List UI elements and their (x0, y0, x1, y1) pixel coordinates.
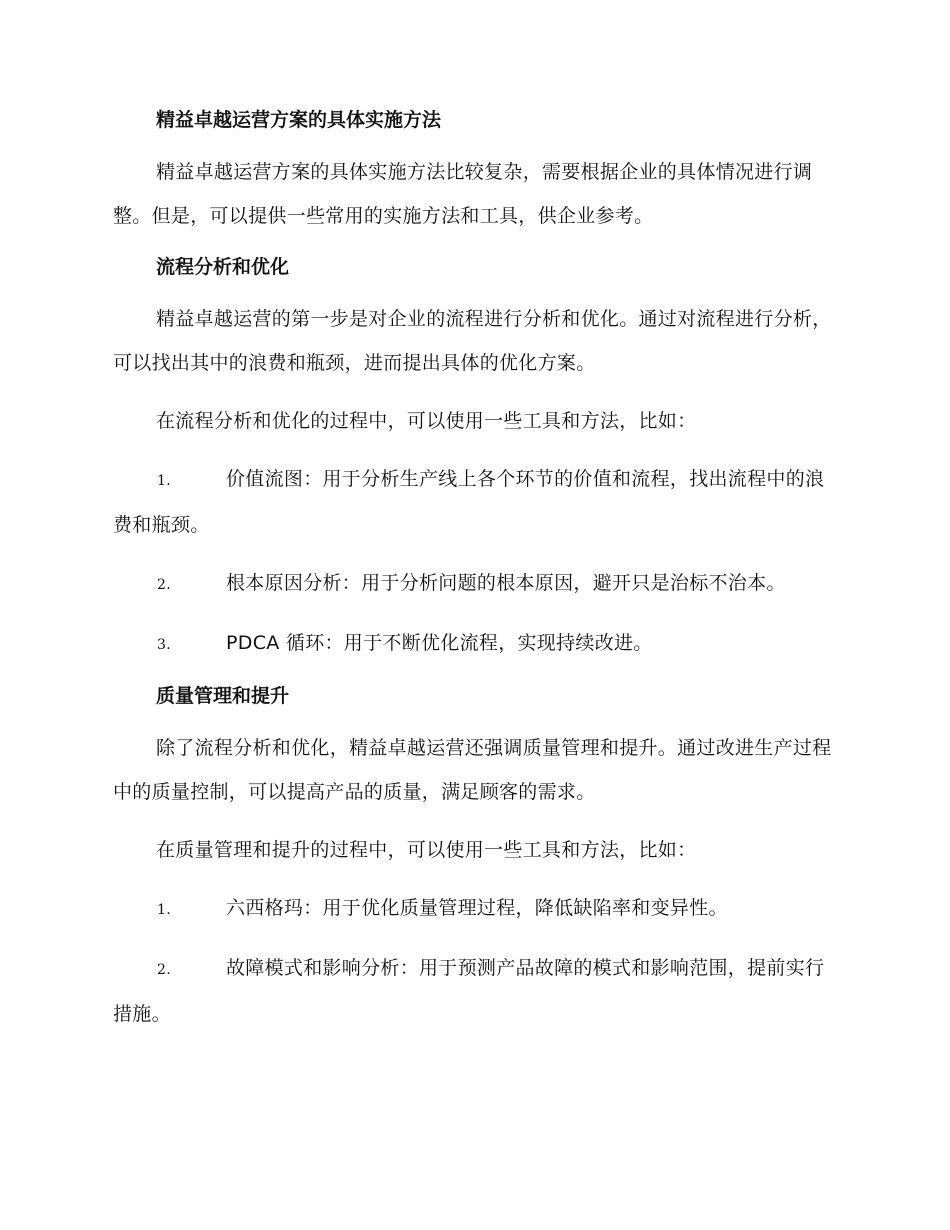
list-number: 2. (157, 962, 171, 978)
list-item-text: 价值流图：用于分析生产线上各个环节的价值和流程，找出流程中的浪费和瓶颈。 (113, 468, 825, 536)
list-item-text: 故障模式和影响分析：用于预测产品故障的模式和影响范围，提前实行措施。 (113, 957, 825, 1025)
process-paragraph-2: 在流程分析和优化的过程中，可以使用一些工具和方法，比如： (156, 410, 697, 432)
quality-list-item (113, 886, 833, 932)
process-list-item (113, 457, 833, 547)
quality-list-item (113, 946, 833, 1036)
list-item-text: 根本原因分析：用于分析问题的根本原因，避开只是治标不治本。 (226, 572, 786, 594)
list-item-text: PDCA 循环：用于不断优化流程，实现持续改进。 (226, 632, 653, 654)
quality-paragraph-1: 除了流程分析和优化，精益卓越运营还强调质量管理和提升。通过改进生产过程中的质量控制，可以提高产品的质量，满足顾客的需求。 (113, 737, 832, 803)
document-body (113, 106, 833, 1036)
list-number: 1. (157, 902, 171, 918)
quality-paragraph-2: 在质量管理和提升的过程中，可以使用一些工具和方法，比如： (156, 839, 697, 861)
list-number: 1. (157, 473, 171, 489)
list-item-text: 六西格玛：用于优化质量管理过程，降低缺陷率和变异性。 (226, 897, 728, 919)
process-list-item (113, 561, 833, 607)
list-number: 2. (157, 577, 171, 593)
quality-heading: 质量管理和提升 (156, 685, 290, 707)
section-title: 精益卓越运营方案的具体实施方法 (156, 109, 442, 131)
intro-paragraph: 精益卓越运营方案的具体实施方法比较复杂，需要根据企业的具体情况进行调整。但是，可以提供一些常用的实施方法和工具，供企业参考。 (113, 161, 813, 227)
process-heading: 流程分析和优化 (156, 256, 290, 278)
list-number: 3. (157, 637, 171, 653)
process-paragraph-1: 精益卓越运营的第一步是对企业的流程进行分析和优化。通过对流程进行分析，可以找出其中的浪费和瓶颈，进而提出具体的优化方案。 (113, 308, 832, 374)
process-list-item (113, 621, 833, 667)
